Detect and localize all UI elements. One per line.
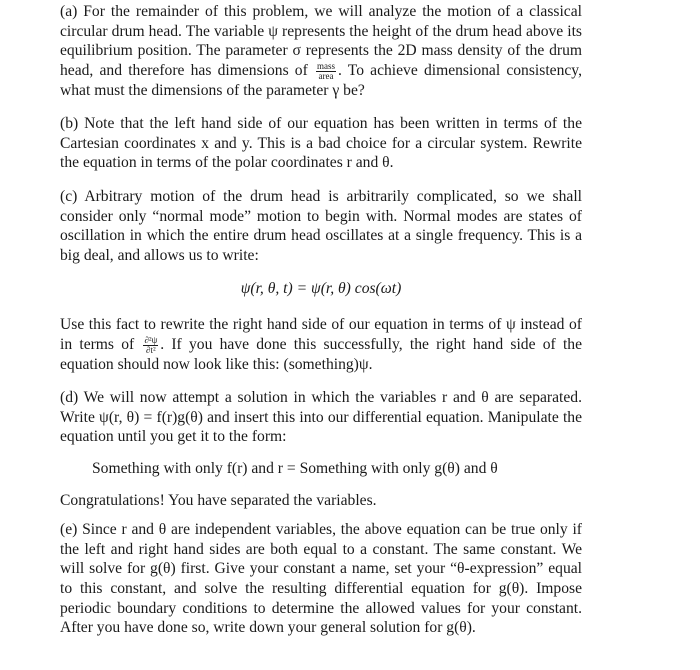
part-c-followup	[60, 315, 582, 374]
part-c-followup-end: . If you have done this successfully, the right hand side of the equation should now look like this: (something)ψ.	[60, 335, 582, 373]
fraction-numerator: mass	[316, 60, 335, 71]
part-e-paragraph: (e) Since r and θ are independent variables, the above equation can be true only if the left and right hand sides are both equal to a constant. The same constant. We will solve for g(θ) first. Give your constant a name, set your “θ-expression” equal to this constant, and solve the resulting differential equation for g(θ). Impose periodic boundary conditions to determine the allowed values for your constant. After you have done so, write down your general solution for g(θ).	[60, 521, 582, 637]
part-c-paragraph: (c) Arbitrary motion of the drum head is arbitrarily complicated, so we shall consider only “normal mode” motion to begin with. Normal modes are states of oscillation in which the entire drum head oscillates at a single frequency. This is a big deal, and allows us to write:	[60, 188, 582, 264]
fraction-numerator: ∂²ψ	[144, 334, 158, 345]
separated-form: Something with only f(r) and r = Something with only g(θ) and θ	[92, 459, 498, 477]
mass-per-area-fraction	[316, 62, 336, 81]
part-a-text-end: . To achieve dimensional consistency, what must the dimensions of the parameter γ be?	[60, 61, 582, 99]
part-a-text: (a) For the remainder of this problem, we will analyze the motion of a classical circular drum head. The variable ψ represents the height of the drum head above its equilibrium position. The parameter σ represents the 2D mass density of the drum head, and therefore has dimensions of	[60, 3, 582, 79]
congratulations-line: Congratulations! You have separated the variables.	[60, 491, 377, 509]
part-d-paragraph: (d) We will now attempt a solution in which the variables r and θ are separated. Write ψ(r, θ) = f(r)g(θ) and insert this into our differential equation. Manipulate the equation until you get it to the form:	[60, 389, 582, 446]
fraction-denominator: ∂t²	[146, 344, 156, 355]
part-b-paragraph: (b) Note that the left hand side of our equation has been written in terms of the Cartesian coordinates x and y. This is a bad choice for a circular system. Rewrite the equation in terms of the polar coordinates r and θ.	[60, 115, 582, 172]
part-a-paragraph	[60, 0, 582, 100]
normal-mode-equation: ψ(r, θ, t) = ψ(r, θ) cos(ωt)	[240, 280, 402, 298]
second-time-derivative-fraction	[143, 336, 158, 355]
part-c-followup-text: Use this fact to rewrite the right hand side of our equation in terms of ψ instead of in terms of	[60, 316, 582, 353]
fraction-denominator: area	[318, 70, 334, 81]
